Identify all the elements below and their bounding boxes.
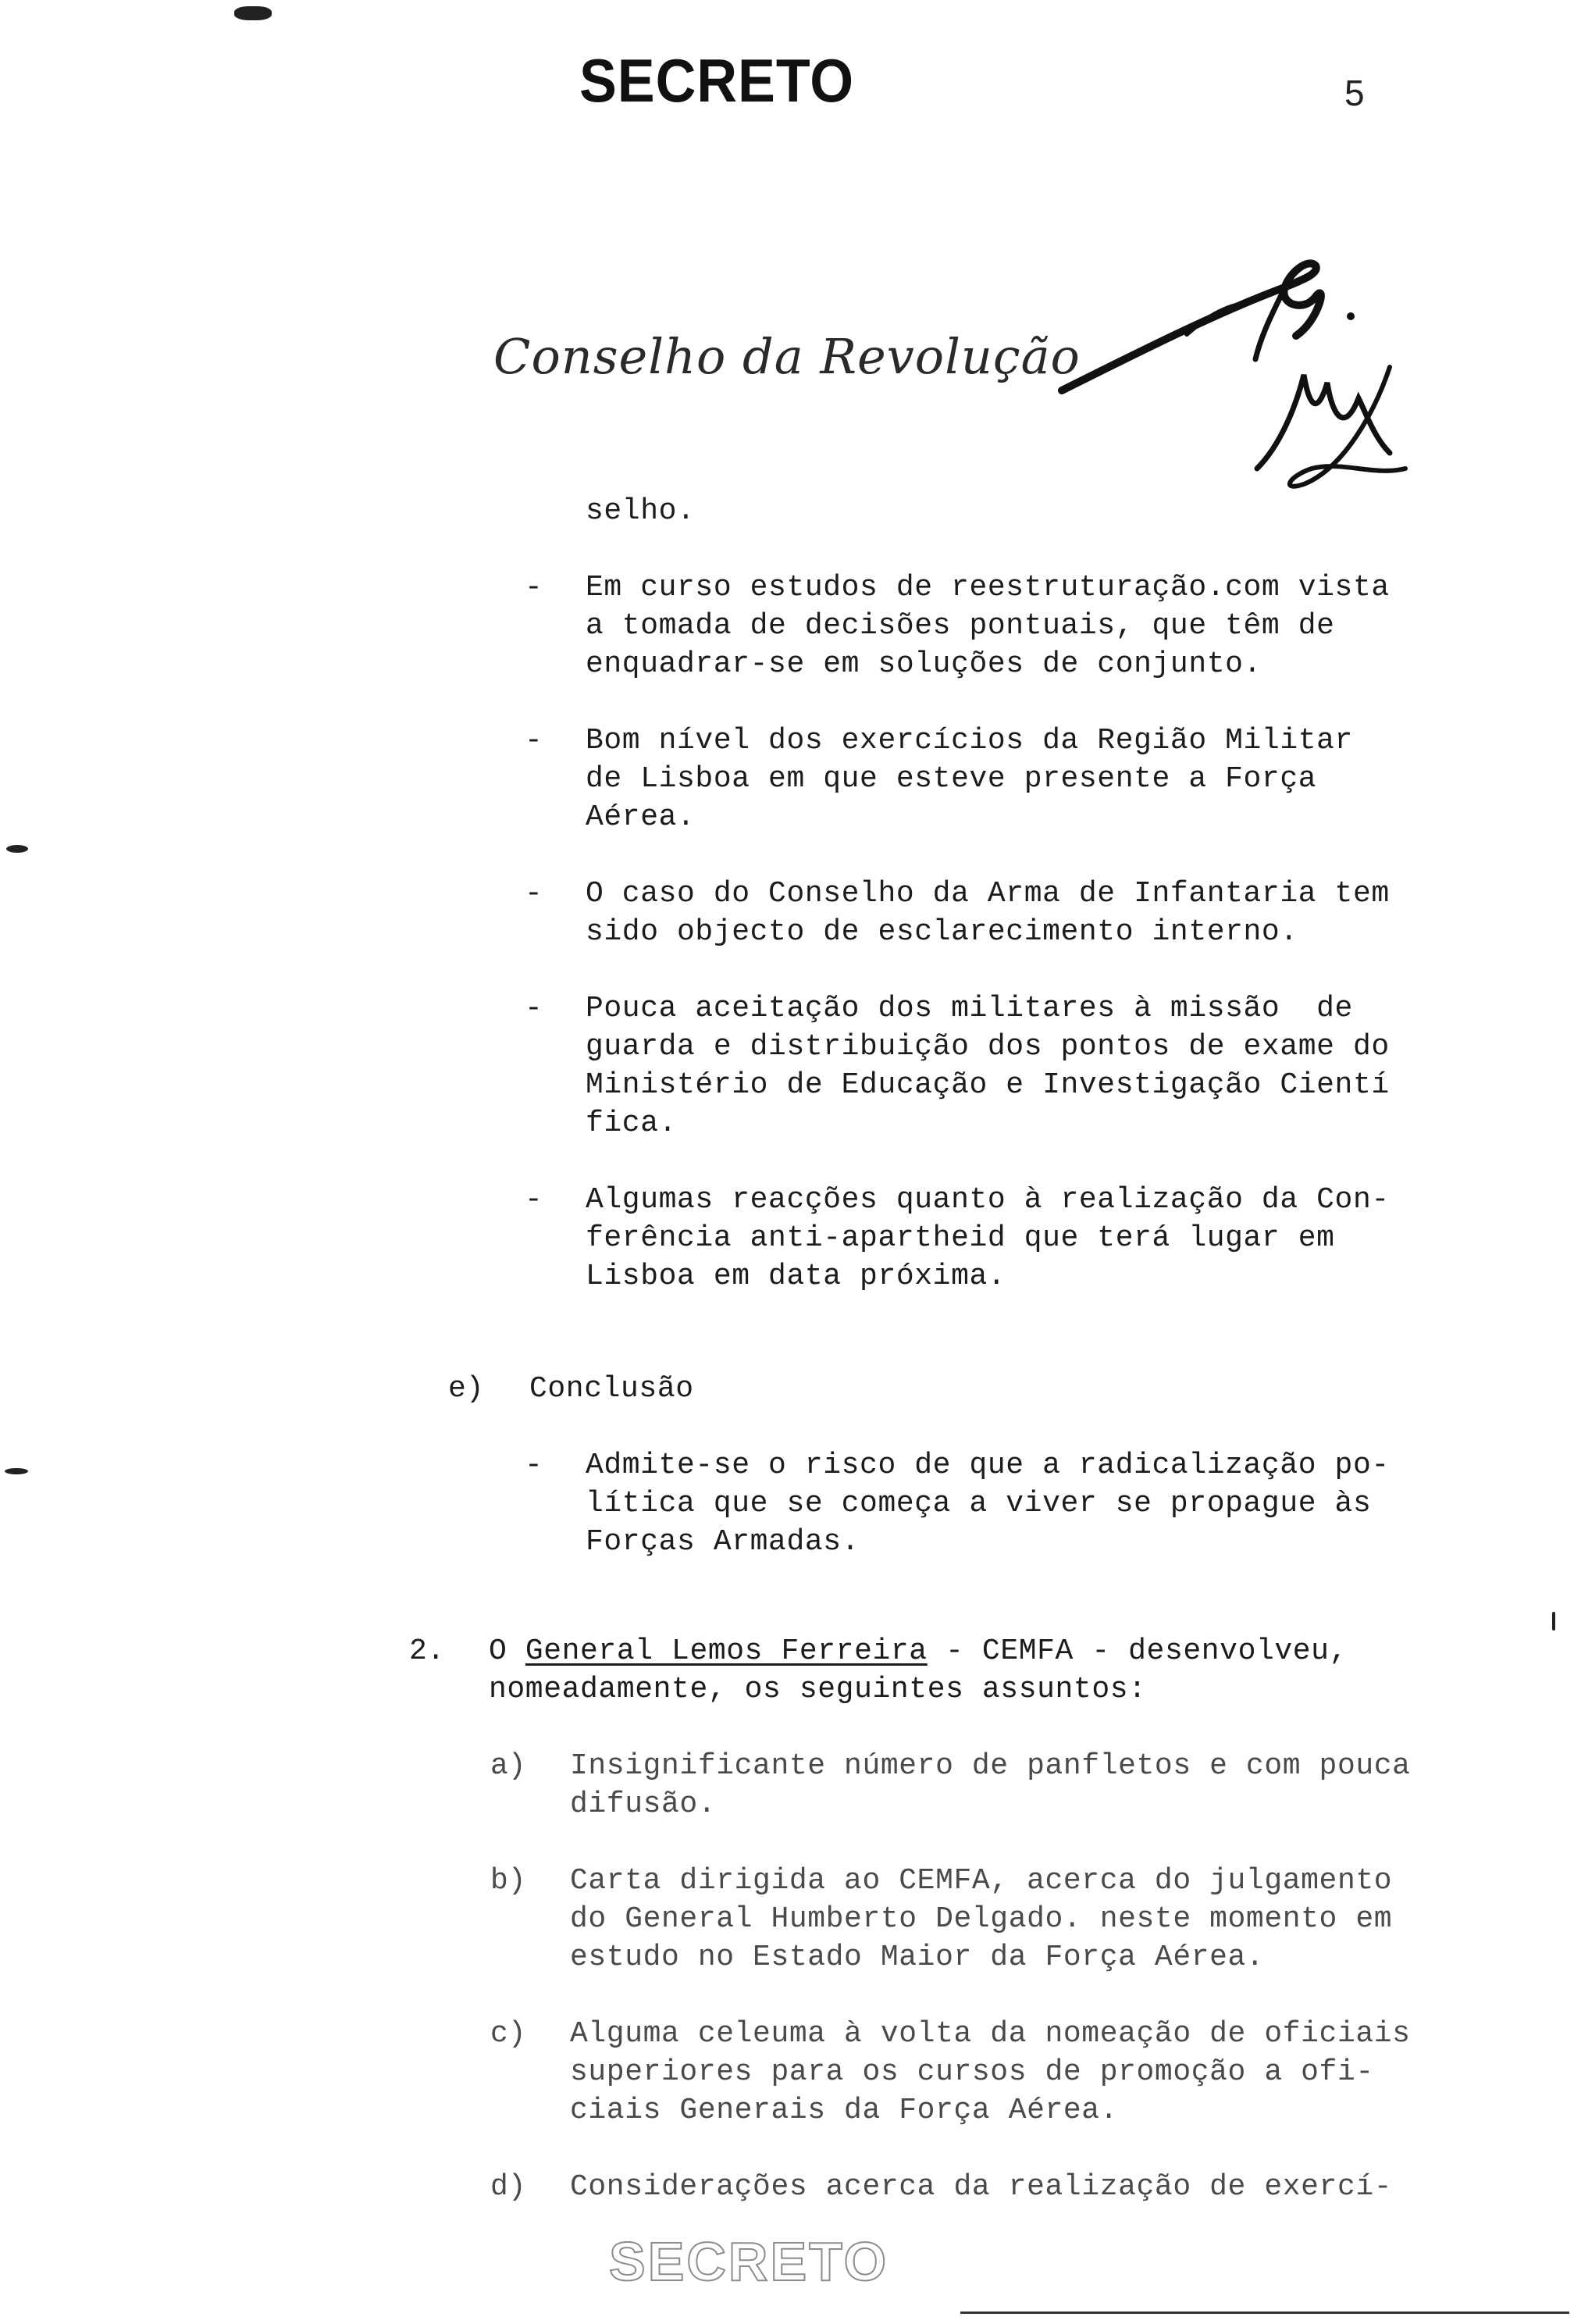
point-2-intro-line2: nomeadamente, os seguintes assuntos: (489, 1673, 1147, 1706)
classification-mark-top: SECRETO (579, 46, 855, 115)
list-item-line: guarda e distribuição dos pontos de exame do (586, 1030, 1390, 1064)
list-item-line: Insignificante número de panfletos e com pouca (570, 1749, 1411, 1783)
list-item-line: difusão. (570, 1788, 717, 1821)
list-bullet: - (525, 1449, 543, 1482)
list-item-line: estudo no Estado Maior da Força Aérea. (570, 1941, 1265, 1974)
item-label: b) (490, 1864, 526, 1898)
section-e-label: e) (448, 1372, 484, 1406)
list-item-line: Em curso estudos de reestruturação.com vista (586, 571, 1390, 604)
list-item-line: ciais Generais da Força Aérea. (570, 2094, 1119, 2127)
list-bullet: - (525, 877, 543, 911)
continued-word: selho. (586, 494, 696, 528)
point-2-intro-suffix: - CEMFA - desenvolveu, (927, 1634, 1348, 1668)
council-letterhead: Conselho da Revolução (493, 328, 1081, 385)
general-name: General Lemos Ferreira (525, 1634, 928, 1668)
list-item-line: Admite-se o risco de que a radicalização po- (586, 1449, 1390, 1482)
list-item-line: lítica que se começa a viver se propague às (586, 1487, 1372, 1520)
list-item-line: a tomada de decisões pontuais, que têm de (586, 609, 1335, 643)
list-item-line: de Lisboa em que esteve presente a Força (586, 762, 1317, 796)
list-item-line: Pouca aceitação dos militares à missão de (586, 992, 1353, 1025)
list-item-line: superiores para os cursos de promoção a ofi- (570, 2055, 1374, 2089)
list-item-line: Aérea. (586, 800, 696, 834)
list-bullet: - (525, 1183, 543, 1217)
list-item-line: ferência anti-apartheid que terá lugar em (586, 1221, 1335, 1255)
list-item-line: sido objecto de esclarecimento interno. (586, 915, 1298, 949)
point-2-number: 2. (409, 1634, 445, 1668)
list-item-line: Ministério de Educação e Investigação Cientí (586, 1068, 1390, 1102)
classification-mark-bottom: SECRETO (609, 2231, 889, 2292)
scan-speck (5, 1468, 28, 1474)
list-bullet: - (525, 724, 543, 757)
list-bullet: - (525, 571, 543, 604)
list-item-line: Forças Armadas. (586, 1525, 860, 1559)
list-item-line: Considerações acerca da realização de exercí- (570, 2170, 1393, 2204)
list-item-line: do General Humberto Delgado. neste momento em (570, 1902, 1393, 1936)
point-2-intro-prefix: O (489, 1634, 525, 1668)
signature-initials (1046, 242, 1421, 500)
list-item-line: Algumas reacções quanto à realização da Con- (586, 1183, 1390, 1217)
point-2-intro (489, 1632, 1348, 1670)
page-number: 5 (1344, 73, 1365, 113)
list-item-line: Alguma celeuma à volta da nomeação de oficiais (570, 2017, 1411, 2051)
list-item-line: enquadrar-se em soluções de conjunto. (586, 647, 1262, 681)
item-label: a) (490, 1749, 526, 1783)
list-bullet: - (525, 992, 543, 1025)
section-e-title: Conclusão (529, 1372, 694, 1406)
item-label: c) (490, 2017, 526, 2051)
item-label: d) (490, 2170, 526, 2204)
list-item-line: Lisboa em data próxima. (586, 1260, 1006, 1293)
scan-speck (234, 6, 272, 20)
scan-speck (1552, 1612, 1555, 1631)
list-item-line: Bom nível dos exercícios da Região Militar (586, 724, 1353, 757)
scan-speck (6, 845, 28, 853)
bottom-rule (960, 2312, 1569, 2314)
list-item-line: O caso do Conselho da Arma de Infantaria tem (586, 877, 1390, 911)
list-item-line: fica. (586, 1107, 678, 1140)
list-item-line: Carta dirigida ao CEMFA, acerca do julgamento (570, 1864, 1393, 1898)
